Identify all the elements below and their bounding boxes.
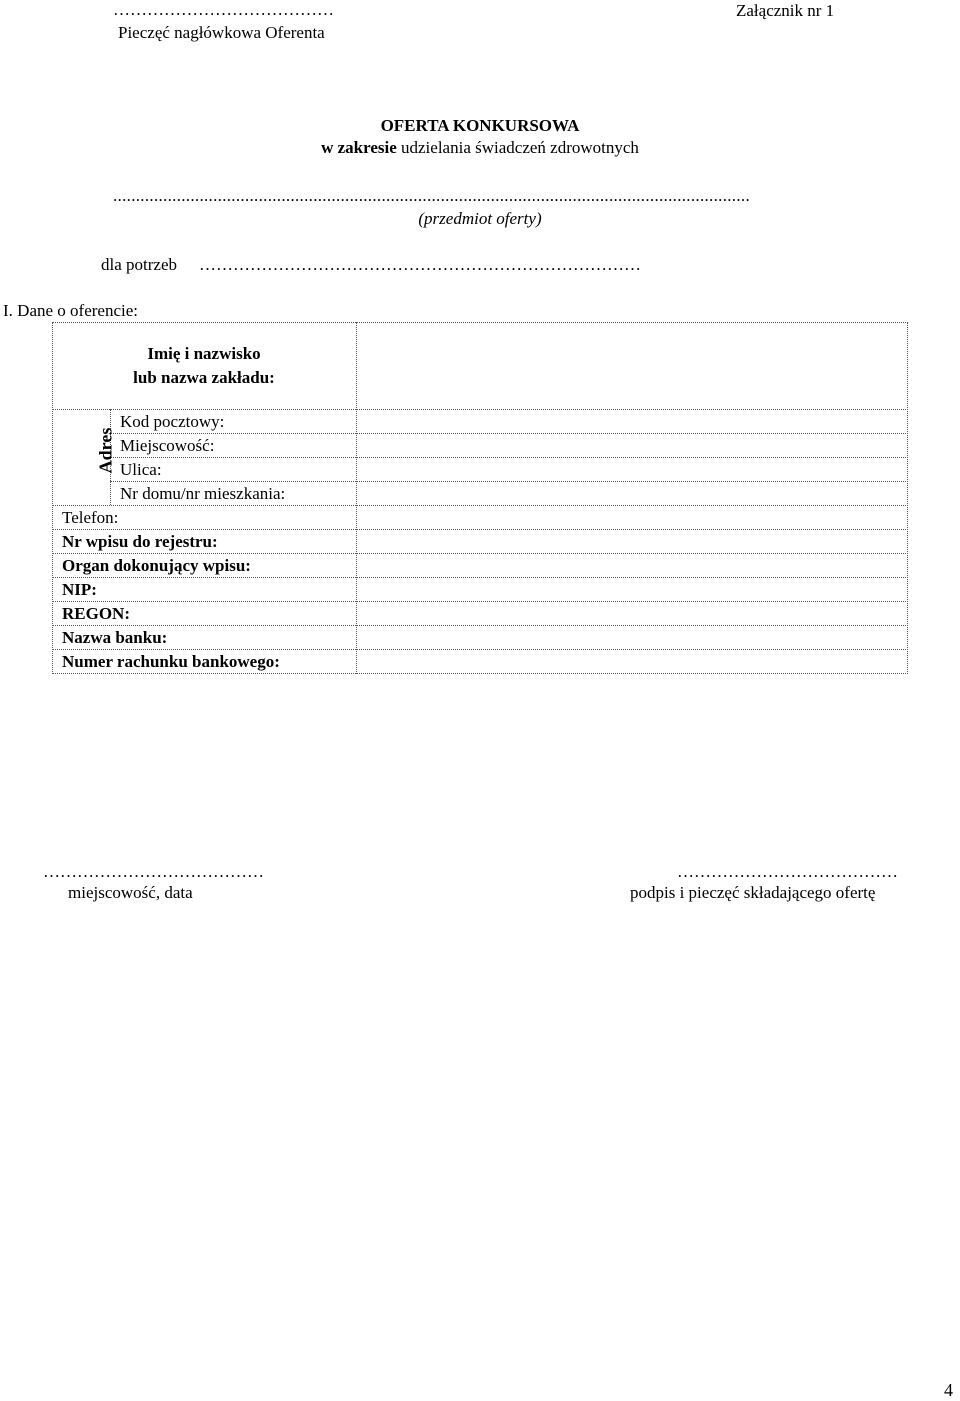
section-heading: I. Dane o oferencie: [3, 301, 138, 320]
phone-value-cell[interactable] [357, 506, 907, 529]
offer-title: OFERTA KONKURSOWA [380, 116, 580, 135]
name-label-line2: lub nazwa zakładu: [133, 368, 275, 387]
subject-dots: ............................................................................................................................................ [113, 186, 750, 205]
signature-caption: podpis i pieczęć składającego ofertę [630, 883, 876, 902]
stamp-caption: Pieczęć nagłówkowa Oferenta [118, 23, 325, 42]
attachment-label: Załącznik nr 1 [736, 1, 835, 20]
regon-value-cell[interactable] [357, 602, 907, 625]
subtitle-rest: udzielania świadczeń zdrowotnych [396, 138, 639, 157]
purpose-label: dla potrzeb [101, 255, 177, 274]
signature-dots: ………………………………… [677, 862, 898, 881]
purpose-dots: …………………………………………………………………… [199, 255, 641, 274]
phone-label: Telefon: [62, 508, 119, 527]
offerer-data-table [52, 322, 908, 674]
nip-value-cell[interactable] [357, 578, 907, 601]
place-date-dots: ………………………………… [43, 862, 264, 881]
bank-name-value-cell[interactable] [357, 626, 907, 649]
offer-subtitle [0, 138, 960, 158]
city-label: Miejscowość: [120, 436, 215, 455]
regon-label: REGON: [62, 604, 130, 623]
address-vertical-label: Adres [95, 427, 116, 474]
bank-account-label: Numer rachunku bankowego: [62, 652, 280, 671]
house-number-label: Nr domu/nr mieszkania: [120, 484, 286, 503]
street-value-cell[interactable] [357, 458, 907, 481]
subtitle-bold: w zakresie [321, 138, 397, 157]
place-date-caption: miejscowość, data [68, 883, 193, 902]
postal-code-label: Kod pocztowy: [120, 412, 225, 431]
subject-caption: (przedmiot oferty) [418, 209, 542, 228]
postal-code-value-cell[interactable] [357, 410, 907, 433]
registering-authority-value-cell[interactable] [357, 554, 907, 577]
bank-name-label: Nazwa banku: [62, 628, 168, 647]
name-label-line1: Imię i nazwisko [147, 344, 261, 363]
registering-authority-label: Organ dokonujący wpisu: [62, 556, 251, 575]
register-number-value-cell[interactable] [357, 530, 907, 553]
city-value-cell[interactable] [357, 434, 907, 457]
street-label: Ulica: [120, 460, 162, 479]
register-number-label: Nr wpisu do rejestru: [62, 532, 218, 551]
bank-account-value-cell[interactable] [357, 650, 907, 673]
nip-label: NIP: [62, 580, 97, 599]
stamp-dots: ………………………………… [113, 0, 334, 19]
house-number-value-cell[interactable] [357, 482, 907, 505]
page-number: 4 [944, 1380, 953, 1400]
name-value-cell[interactable] [357, 323, 907, 409]
